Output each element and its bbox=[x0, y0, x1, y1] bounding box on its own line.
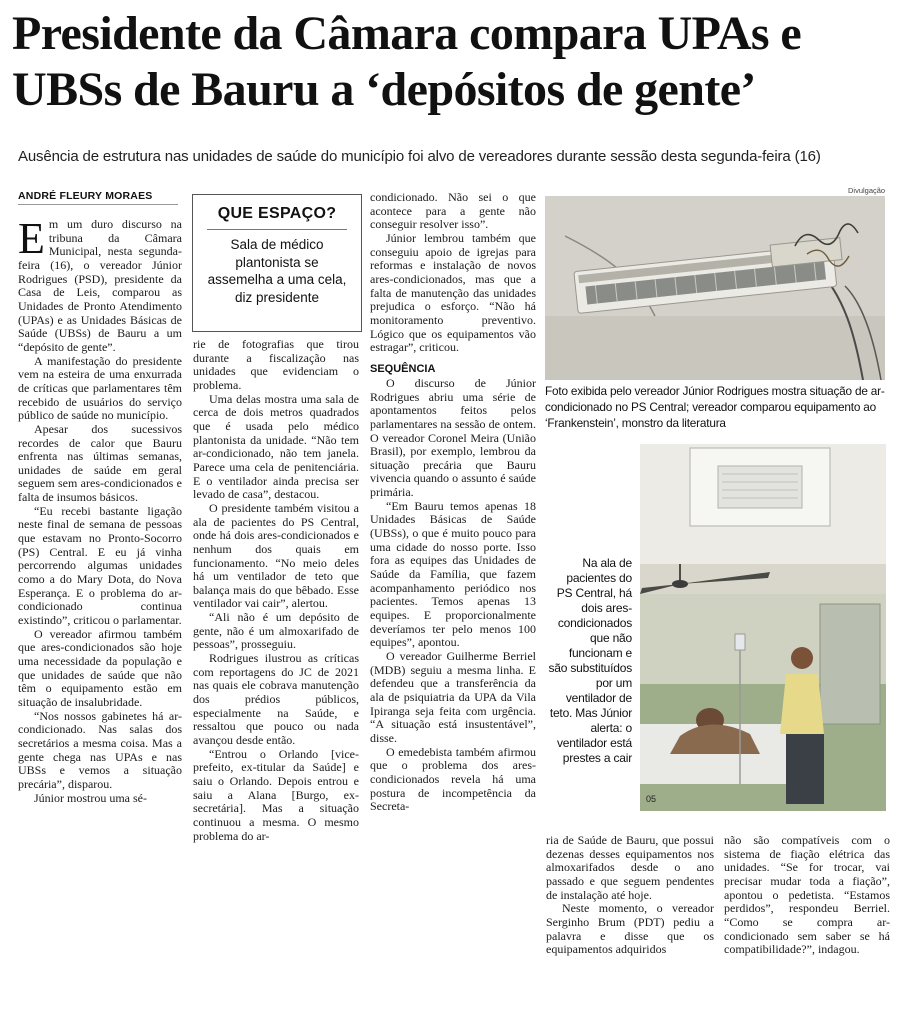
paragraph: O emedebista também afirmou que o problema dos ares-condicionados revela há uma postura de incompetência da Secreta- bbox=[370, 744, 536, 814]
paragraph: Júnior lembrou também que conseguiu apoio de igrejas para reformas e instalação de novos ares-condicionados, mas que a falta de manutenção das unidades prejudica o esforço. “Não há monitoramento preventivo. Lógico que os equipamentos vão estragar”, criticou. bbox=[370, 230, 536, 355]
paragraph: rie de fotografias que tirou durante a fiscalização nas unidades que evidenciam o problema. bbox=[193, 337, 359, 392]
paragraph: O presidente também visitou a ala de pacientes do PS Central, onde há dois ares-condicionados e nenhum dos quais em funcionamento. “No meio deles há um ventilador de teto que balança mais do que bêbado. Esse ventilador vai cair”, alertou. bbox=[193, 500, 359, 611]
article-column-2 bbox=[193, 338, 359, 843]
sidebar-box bbox=[192, 194, 362, 332]
photo-hospital-ward bbox=[640, 444, 886, 811]
paragraph: Júnior mostrou uma sé- bbox=[34, 790, 147, 805]
sidebar-text: Sala de médico plantonista se assemelha a uma cela, diz presidente bbox=[207, 237, 347, 305]
photo-credit: Divulgação bbox=[848, 186, 886, 195]
sidebar-title: QUE ESPAÇO? bbox=[217, 205, 337, 222]
air-conditioner-image bbox=[545, 196, 885, 380]
article-column-4 bbox=[546, 834, 714, 957]
photo1-caption: Foto exibida pelo vereador Júnior Rodrigues mostra situação de ar-condicionado no PS Central; vereador comparou equipamento ao ‘Frankenstein’, monstro da literatura bbox=[545, 384, 885, 430]
article-column-3 bbox=[370, 191, 536, 814]
paragraph: não são compatíveis com o sistema de fiação elétrica das unidades. “Se for trocar, vai precisar mudar toda a fiação”, apontou o pedetista. “Estamos perdidos”, respondeu Berriel. “Como se compra ar-condicionado sem saber se há compatibilidade?”, indagou. bbox=[724, 833, 890, 957]
sidebar-divider bbox=[207, 229, 347, 230]
paragraph: O vereador afirmou também que ares-condicionados são hoje uma necessidade da população e que unidades de saúde que não têm o equipamento estão em situação de insalubridade. bbox=[18, 626, 182, 709]
lead-text: m um duro discurso na tribuna da Câmara Municipal, nesta segunda-feira (16), o vereador Júnior Rodrigues (PSD), presidente da Casa de Leis, comparou as Unidades de Pronto Atendimento (UPAs) e as Unidades Básicas de Saúde (UBSs) de Bauru a um “depósito de gente”. bbox=[18, 217, 182, 354]
paragraph: Apesar dos sucessivos recordes de calor que Bauru enfrenta nas últimas semanas, unidades de saúde em geral seguem sem ares-condicionados e falta de insumos básicos. bbox=[18, 421, 182, 505]
photo-air-conditioner bbox=[545, 196, 885, 380]
paragraph: “Ali não é um depósito de gente, não é um almoxarifado de pessoas”, prosseguiu. bbox=[193, 610, 359, 652]
section-heading: SEQUÊNCIA bbox=[370, 362, 436, 375]
paragraph: condicionado. Não sei o que acontece para a gente não conseguir resolver isso”. bbox=[370, 190, 536, 232]
photo2-caption: Na ala de pacientes do PS Central, há dois ares-condicionados que não funcionam e são substituídos por um ventilador de teto. Mas Júnior alerta: o ventilador está prestes a cair bbox=[548, 556, 632, 765]
paragraph: “Em Bauru temos apenas 18 Unidades Básicas de Saúde (UBSs), o que é muito pouco para uma cidade do nosso porte. Isso fora as equipes das Unidades de Saúde da Família, que fazem acompanhamento periódico nos pacientes. Temos apenas 13 equipes. E proporcionalmente deveríamos ter pelo menos 100 equipes”, apontou. bbox=[370, 498, 536, 650]
paragraph: “Entrou o Orlando [vice-prefeito, ex-titular da Saúde] e saiu o Orlando. Depois entrou e saiu a Alana [Burgo, ex-secretária]. Mas a situação continuou a mesma. O mesmo problema do ar- bbox=[193, 746, 359, 843]
article-column-5 bbox=[724, 834, 890, 957]
headline: Presidente da Câmara compara UPAs e UBSs de Bauru a ‘depósitos de gente’ bbox=[12, 7, 802, 116]
paragraph: O vereador Guilherme Berriel (MDB) seguiu a mesma linha. E defendeu que a transferência da ala de psiquiatria da UPA da Vila Ipiranga seja feita com urgência. “A situação está insustentável”, disse. bbox=[370, 649, 536, 745]
hospital-ward-image bbox=[640, 444, 886, 811]
article-column-1 bbox=[18, 214, 182, 805]
paragraph: Rodrigues ilustrou as críticas com reportagens do JC de 2021 nas quais ele cobrava manutenção dos prédios públicos, especialmente na Saúde, e ressaltou que pouco ou nada avançou desde então. bbox=[193, 651, 359, 748]
lead-paragraph bbox=[18, 214, 182, 355]
paragraph: Uma delas mostra uma sala de cerca de dois metros quadrados que é usada pelo médico plantonista da unidade. “Não tem ar-condicionado, não tem janela. Parece uma cela de penitenciária. E o ventilador ainda precisa ser levado de casa”, destacou. bbox=[193, 391, 359, 502]
paragraph: A manifestação do presidente vem na esteira de uma enxurrada de críticas que parlamentares têm recebido de usuários do serviço público de saúde no município. bbox=[18, 353, 182, 423]
paragraph: “Nos nossos gabinetes há ar-condicionado. Nas salas dos secretários a mesma coisa. Mas a gente chega nas UPAs e nas UBSs e vemos a situação precária”, disparou. bbox=[18, 708, 182, 791]
subheadline: Ausência de estrutura nas unidades de saúde do município foi alvo de vereadores durante sessão desta segunda-feira (16) bbox=[18, 148, 821, 165]
paragraph: ria de Saúde de Bauru, que possui dezenas desses equipamentos nos almoxarifados desde o ano passado e que seguem pendentes de instalação até hoje. bbox=[546, 833, 714, 902]
byline: ANDRÉ FLEURY MORAES bbox=[18, 190, 178, 205]
paragraph: “Eu recebi bastante ligação neste final de semana de pessoas que estavam no Pronto-Socorro (PS) Central. E eu já vinha percorrendo algumas unidades como a do Mary Dota, do Nova Esperança. E o problema do ar-condicionado continua existindo”, criticou o parlamentar. bbox=[18, 503, 182, 628]
paragraph: Neste momento, o vereador Serginho Brum (PDT) pediu a palavra e disse que os equipamentos adquiridos bbox=[546, 901, 714, 957]
drop-cap: E bbox=[18, 214, 45, 263]
photo-number: 05 bbox=[646, 794, 657, 804]
paragraph: O discurso de Júnior Rodrigues abriu uma série de apontamentos feitos pelos parlamentares na sessão de ontem. O vereador Coronel Meira (União Brasil), por exemplo, lembrou da situação precária que Bauru vivencia quando o assunto é saúde primária. bbox=[370, 375, 536, 500]
